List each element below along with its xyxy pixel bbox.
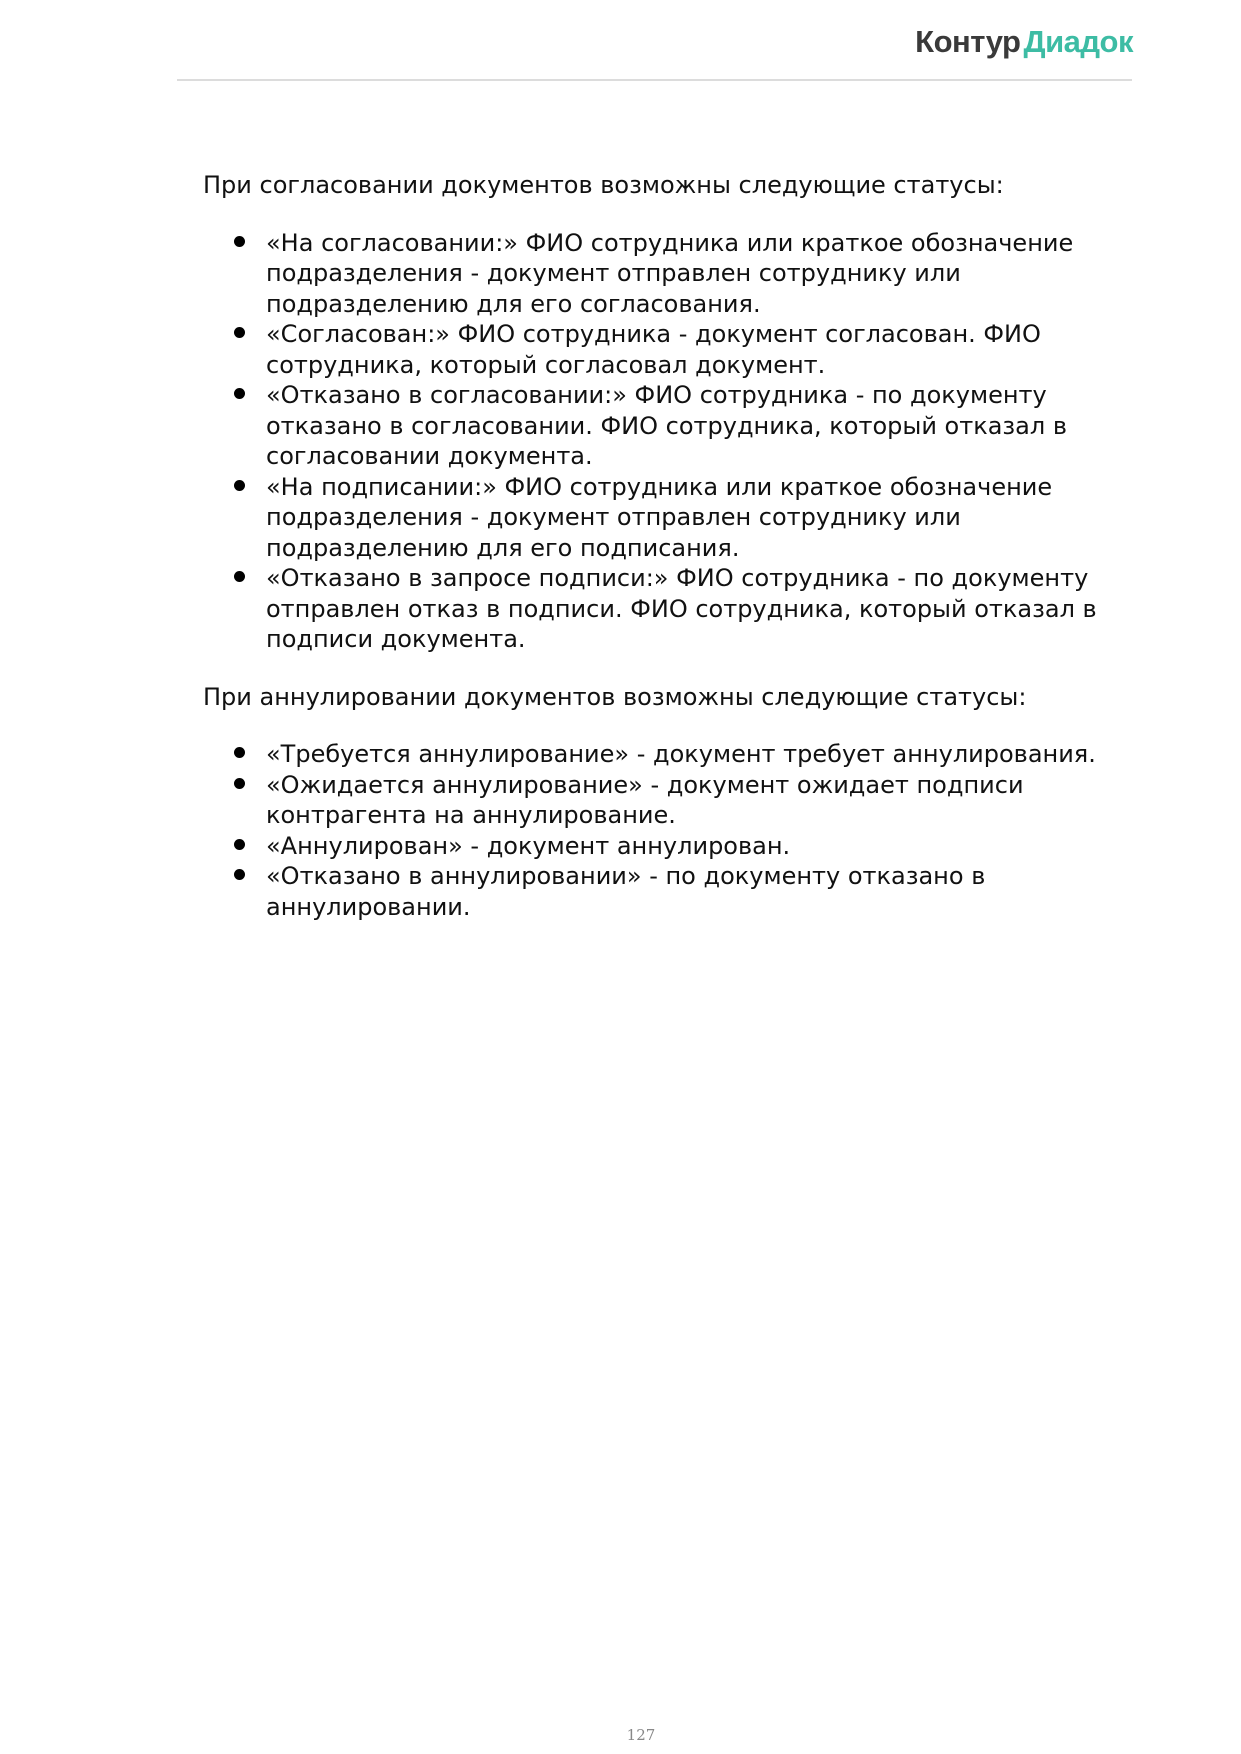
list-item (203, 770, 1143, 831)
logo-text-diadok: Диадок (1023, 24, 1133, 59)
list-item-text: «Требуется аннулирование» - документ требует аннулирования. (266, 740, 1096, 768)
list-item-text: «Согласован:» ФИО сотрудника - документ согласован. ФИО сотрудника, который согласовал документ. (266, 320, 1041, 379)
list-item (203, 228, 1143, 320)
list-item (203, 380, 1143, 472)
list-item (203, 472, 1143, 564)
list-item-text: «На согласовании:» ФИО сотрудника или краткое обозначение подразделения - документ отправлен сотруднику или подразделению для его согласования. (266, 228, 1074, 318)
page-number: 127 (626, 1726, 656, 1744)
bullet-icon (234, 236, 245, 247)
approval-status-list (203, 228, 1143, 655)
bullet-icon (234, 388, 245, 399)
annulment-status-list (203, 739, 1143, 922)
list-item-text: «Отказано в аннулировании» - по документу отказано в аннулировании. (266, 862, 986, 921)
list-item-text: «Отказано в запросе подписи:» ФИО сотрудника - по документу отправлен отказ в подписи. ФИО сотрудника, который отказал в подписи документа. (266, 564, 1097, 653)
bullet-icon (234, 480, 245, 491)
bullet-icon (234, 778, 245, 789)
list-item-text: «На подписании:» ФИО сотрудника или краткое обозначение подразделения - документ отправлен сотруднику или подразделению для его подписания. (266, 472, 1053, 562)
list-item-text: «Аннулирован» - документ аннулирован. (266, 831, 791, 860)
bullet-icon (234, 327, 245, 338)
logo-text-kontur: Контур (915, 24, 1021, 59)
list-item-text: «Отказано в согласовании:» ФИО сотрудника - по документу отказано в согласовании. ФИО сотрудника, который отказал в согласовании документа. (266, 381, 1067, 470)
bullet-icon (234, 747, 245, 758)
list-item (203, 861, 1143, 922)
header-divider (177, 79, 1132, 81)
bullet-icon (234, 839, 245, 850)
page-content (203, 170, 1143, 949)
bullet-icon (234, 571, 245, 582)
list-item (203, 831, 1143, 862)
brand-logo (915, 24, 1133, 60)
bullet-icon (234, 869, 245, 880)
approval-statuses-intro: При согласовании документов возможны следующие статусы: (203, 171, 1004, 199)
list-item (203, 739, 1143, 770)
annulment-statuses-intro: При аннулировании документов возможны следующие статусы: (203, 682, 1027, 711)
list-item (203, 319, 1143, 380)
list-item (203, 563, 1143, 655)
list-item-text: «Ожидается аннулирование» - документ ожидает подписи контрагента на аннулирование. (266, 770, 1024, 829)
